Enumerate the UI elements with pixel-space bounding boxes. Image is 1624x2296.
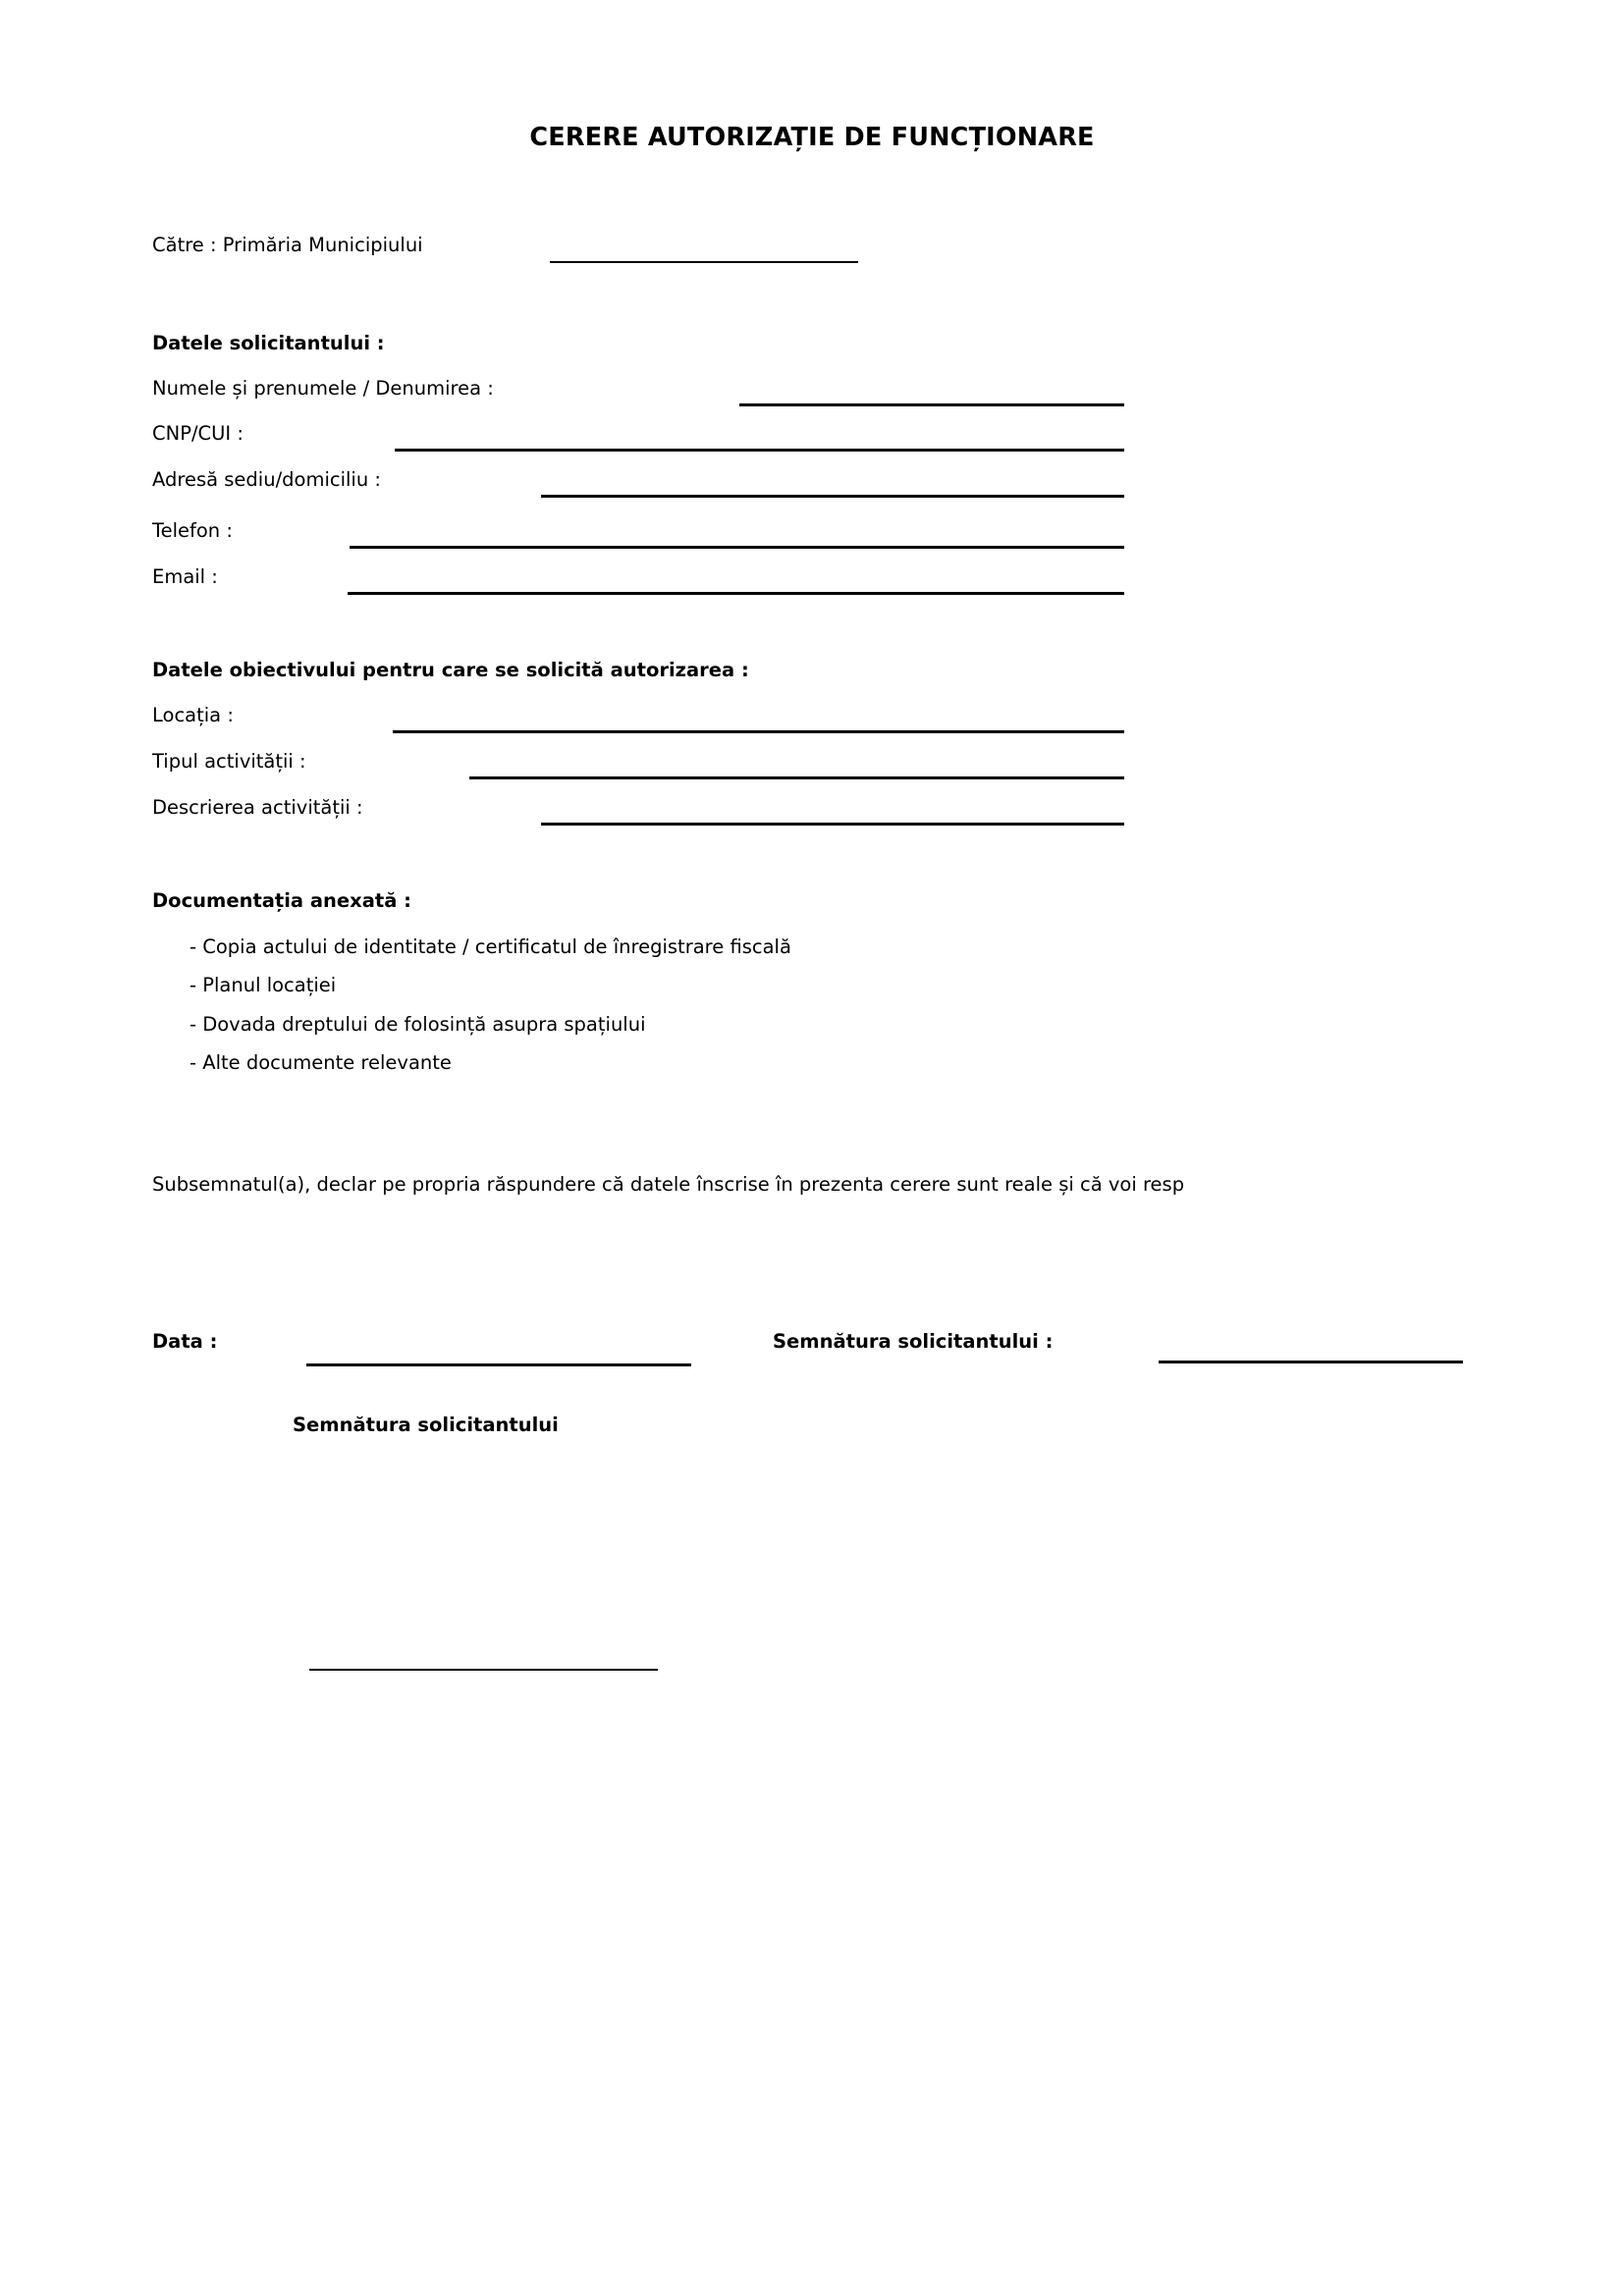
date-fill-line[interactable] [306, 1363, 691, 1366]
field-label-address: Adresă sediu/domiciliu : [152, 468, 381, 491]
addressee-label: Către : Primăria Municipiului [152, 234, 423, 256]
signature-fill-line[interactable] [1159, 1361, 1463, 1363]
page-title: CERERE AUTORIZAȚIE DE FUNCȚIONARE [529, 123, 1095, 152]
field-fill-cnp-cui[interactable] [395, 449, 1124, 452]
objective-section-heading: Datele obiectivului pentru care se solicită autorizarea : [152, 659, 749, 681]
field-fill-address[interactable] [541, 495, 1124, 498]
declaration-text: Subsemnatul(a), declar pe propria răspundere că datele înscrise în prezenta cerere sunt reale și că voi resp [152, 1173, 1185, 1196]
list-item: - Planul locației [189, 974, 337, 996]
field-fill-location[interactable] [393, 730, 1124, 733]
field-label-name: Numele și prenumele / Denumirea : [152, 377, 494, 400]
field-label-phone: Telefon : [152, 519, 233, 542]
date-label: Data : [152, 1330, 218, 1353]
field-fill-activity-description[interactable] [541, 823, 1124, 826]
list-item: - Alte documente relevante [189, 1051, 452, 1074]
list-item: - Dovada dreptului de folosință asupra spațiului [189, 1013, 646, 1036]
field-fill-email[interactable] [348, 592, 1124, 595]
bottom-fill-line[interactable] [309, 1669, 658, 1671]
field-label-email: Email : [152, 565, 218, 588]
field-fill-activity-type[interactable] [469, 776, 1124, 779]
addressee-fill-line[interactable] [550, 261, 858, 263]
field-fill-phone[interactable] [350, 546, 1124, 549]
field-label-location: Locația : [152, 704, 234, 726]
field-fill-name[interactable] [739, 403, 1124, 406]
list-item: - Copia actului de identitate / certificatul de înregistrare fiscală [189, 935, 791, 958]
field-label-activity-type: Tipul activității : [152, 750, 306, 773]
signature-label: Semnătura solicitantului : [773, 1330, 1054, 1353]
documentation-section-heading: Documentația anexată : [152, 889, 411, 912]
applicant-section-heading: Datele solicitantului : [152, 332, 385, 354]
field-label-cnp-cui: CNP/CUI : [152, 422, 244, 445]
field-label-activity-description: Descrierea activității : [152, 796, 363, 819]
signature-caption: Semnătura solicitantului [293, 1414, 559, 1436]
